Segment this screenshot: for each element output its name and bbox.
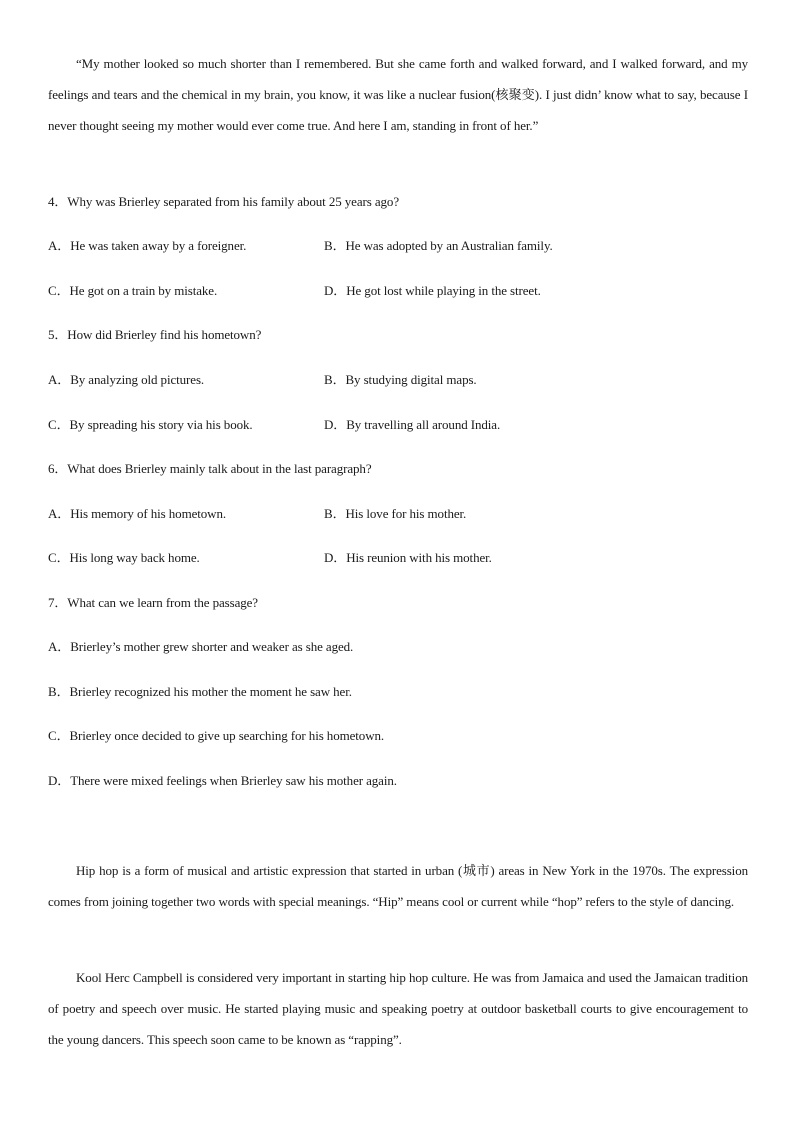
option-row [48, 548, 748, 568]
option-a: A．His memory of his hometown. [48, 506, 227, 521]
option-a: A．Brierley’s mother grew shorter and weaker as she aged. [48, 639, 354, 654]
option-a: A．He was taken away by a foreigner. [48, 238, 247, 253]
option-c: C．By spreading his story via his book. [48, 417, 253, 432]
question-7-option-c [48, 726, 748, 746]
question-4 [48, 192, 748, 212]
option-row [48, 236, 748, 256]
option-row [48, 281, 748, 301]
passage1 [48, 50, 748, 141]
option-row [48, 415, 748, 435]
option-d: D．By travelling all around India. [324, 417, 501, 432]
question-4-options [48, 236, 748, 301]
passage2-paragraph: Hip hop is a form of musical and artistic expression that started in urban (城市) areas in New York in the 1970s. The expression comes from joining together two words with special meanings. “Hip” means cool or current while “hop” refers to the style of dancing. [48, 863, 748, 909]
option-c: C．He got on a train by mistake. [48, 283, 218, 298]
option-d: D．He got lost while playing in the street. [324, 283, 541, 298]
option-b: B．Brierley recognized his mother the moment he saw her. [48, 684, 352, 699]
question-6 [48, 459, 748, 479]
option-b: B．His love for his mother. [324, 506, 467, 521]
option-d: D．His reunion with his mother. [324, 550, 492, 565]
question-stem: 4．Why was Brierley separated from his family about 25 years ago? [48, 194, 399, 209]
option-b: B．He was adopted by an Australian family. [324, 238, 553, 253]
question-7 [48, 593, 748, 613]
option-row [48, 504, 748, 524]
question-6-options [48, 504, 748, 568]
question-stem: 6．What does Brierley mainly talk about in the last paragraph? [48, 461, 372, 476]
option-d: D．There were mixed feelings when Brierley saw his mother again. [48, 773, 397, 788]
question-7-option-d [48, 771, 748, 791]
question-5-options [48, 370, 748, 435]
question-stem: 7．What can we learn from the passage? [48, 595, 258, 610]
option-b: B．By studying digital maps. [324, 372, 477, 387]
passage2 [48, 962, 748, 1055]
option-a: A．By analyzing old pictures. [48, 372, 205, 387]
question-stem: 5．How did Brierley find his hometown? [48, 327, 262, 342]
passage2-paragraph: Kool Herc Campbell is considered very important in starting hip hop culture. He was from Jamaica and used the Jamaican tradition of poetry and speech over music. He started playing music and speaking poetry at outdoor basketball courts to give encouragement to the young dancers. This speech soon came to be known as “rapping”. [48, 970, 748, 1047]
option-row [48, 370, 748, 390]
passage2 [48, 855, 748, 917]
option-c: C．His long way back home. [48, 550, 200, 565]
question-5 [48, 325, 748, 345]
option-c: C．Brierley once decided to give up searching for his hometown. [48, 728, 385, 743]
passage1-paragraph: “My mother looked so much shorter than I remembered. But she came forth and walked forward, and I walked forward, and my feelings and tears and the chemical in my brain, you know, it was like a nuclear fusion(核聚变). I just didn’ know what to say, because I never thought seeing my mother would ever come true. And here I am, standing in front of her.” [48, 56, 748, 133]
question-7-option-a [48, 637, 748, 657]
question-7-option-b [48, 682, 748, 702]
